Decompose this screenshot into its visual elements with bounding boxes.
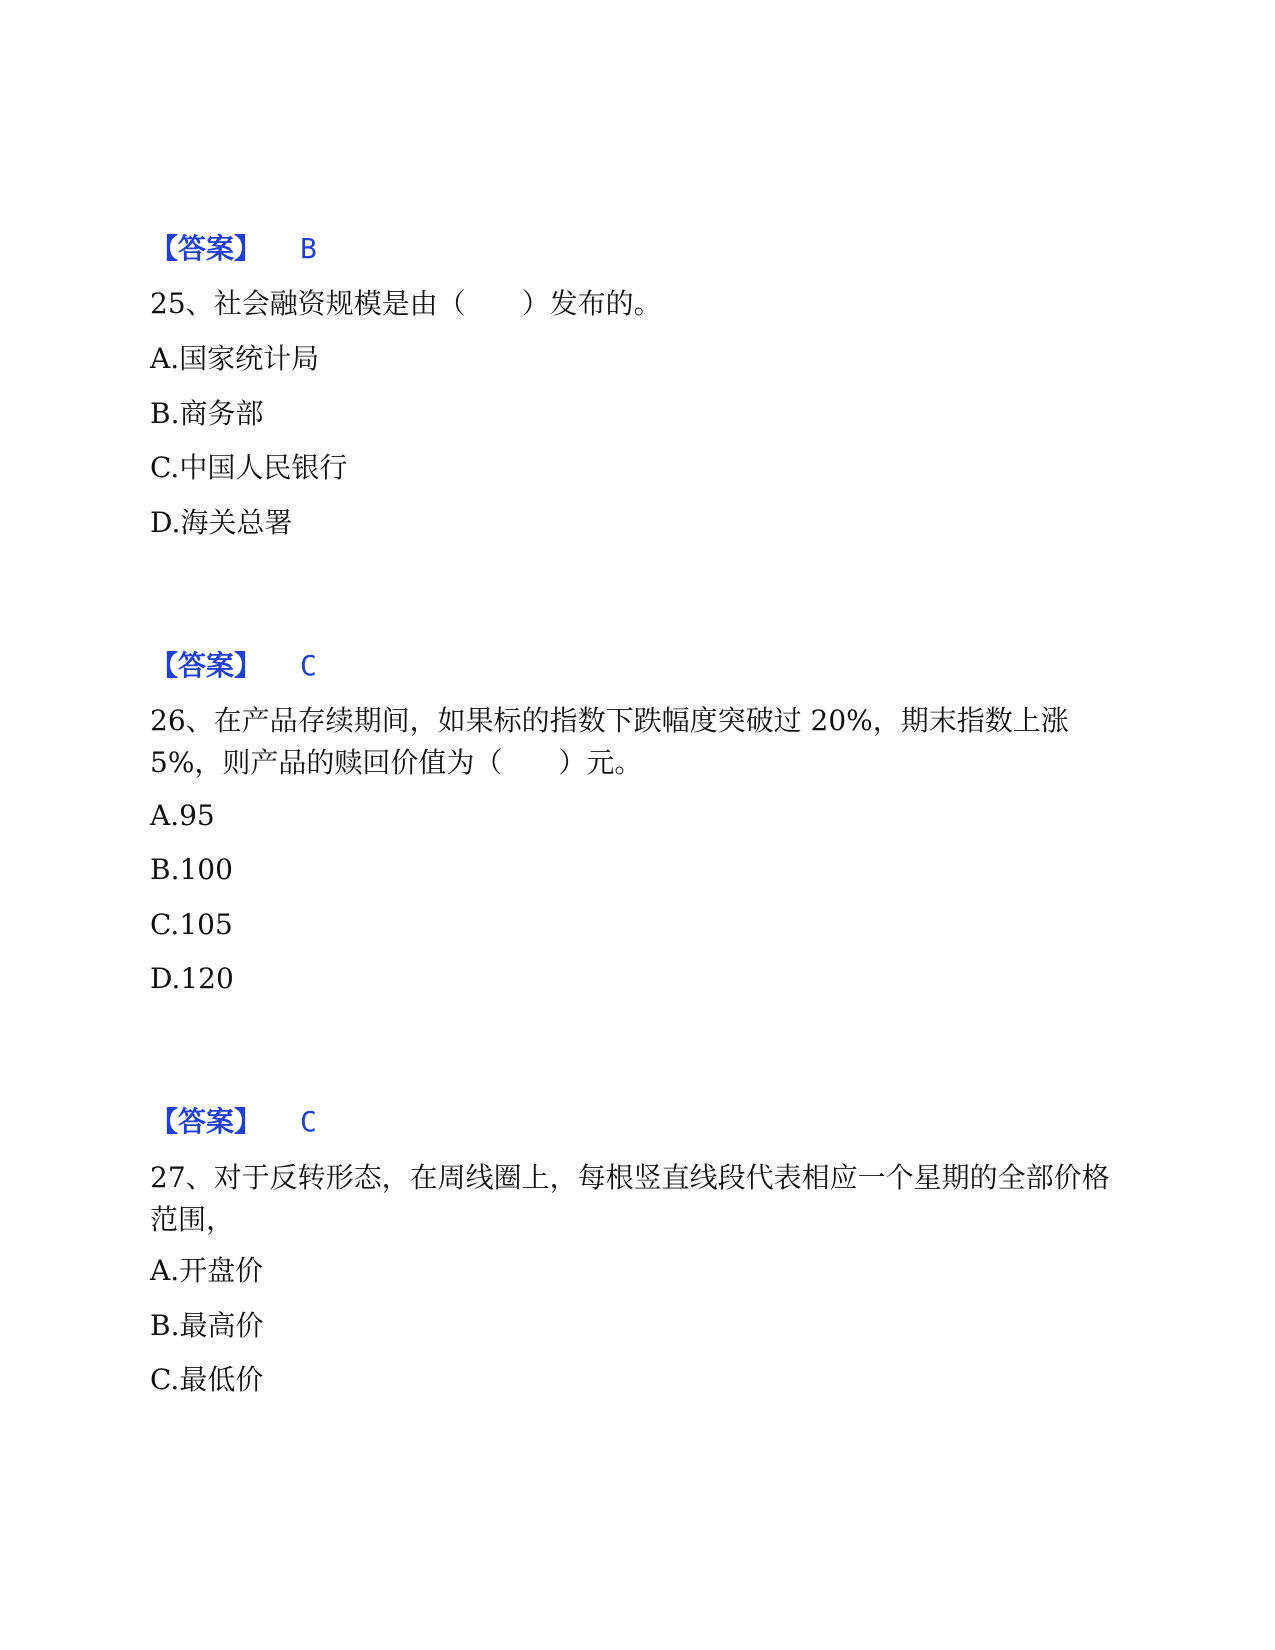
answer-line xyxy=(150,646,317,686)
answer-value: B xyxy=(300,232,317,265)
option-c: C.中国人民银行 xyxy=(150,451,348,484)
question-text: 27、对于反转形态，在周线圈上，每根竖直线段代表相应一个星期的全部价格范围， xyxy=(150,1161,1110,1236)
option-c: C.最低价 xyxy=(150,1363,264,1396)
question-text: 25、社会融资规模是由（ ）发布的。 xyxy=(150,287,662,320)
question-text: 26、在产品存续期间，如果标的指数下跌幅度突破过 20%，期末指数上涨 5%，则产品的赎回价值为（ ）元。 xyxy=(150,704,1069,779)
option-a: A.95 xyxy=(150,799,215,832)
answer-label: 【答案】 xyxy=(150,232,263,265)
option-d: D.海关总署 xyxy=(150,506,293,539)
answer-value: C xyxy=(300,1105,317,1138)
option-c: C.105 xyxy=(150,908,233,941)
answer-value: C xyxy=(300,649,317,682)
answer-label: 【答案】 xyxy=(150,649,263,682)
option-a: A.开盘价 xyxy=(150,1254,264,1287)
answer-label: 【答案】 xyxy=(150,1105,263,1138)
answer-line xyxy=(150,1102,317,1142)
answer-line xyxy=(150,229,317,269)
option-b: B.100 xyxy=(150,853,233,886)
option-b: B.商务部 xyxy=(150,397,264,430)
option-a: A.国家统计局 xyxy=(150,342,320,375)
option-b: B.最高价 xyxy=(150,1309,264,1342)
option-d: D.120 xyxy=(150,962,234,995)
